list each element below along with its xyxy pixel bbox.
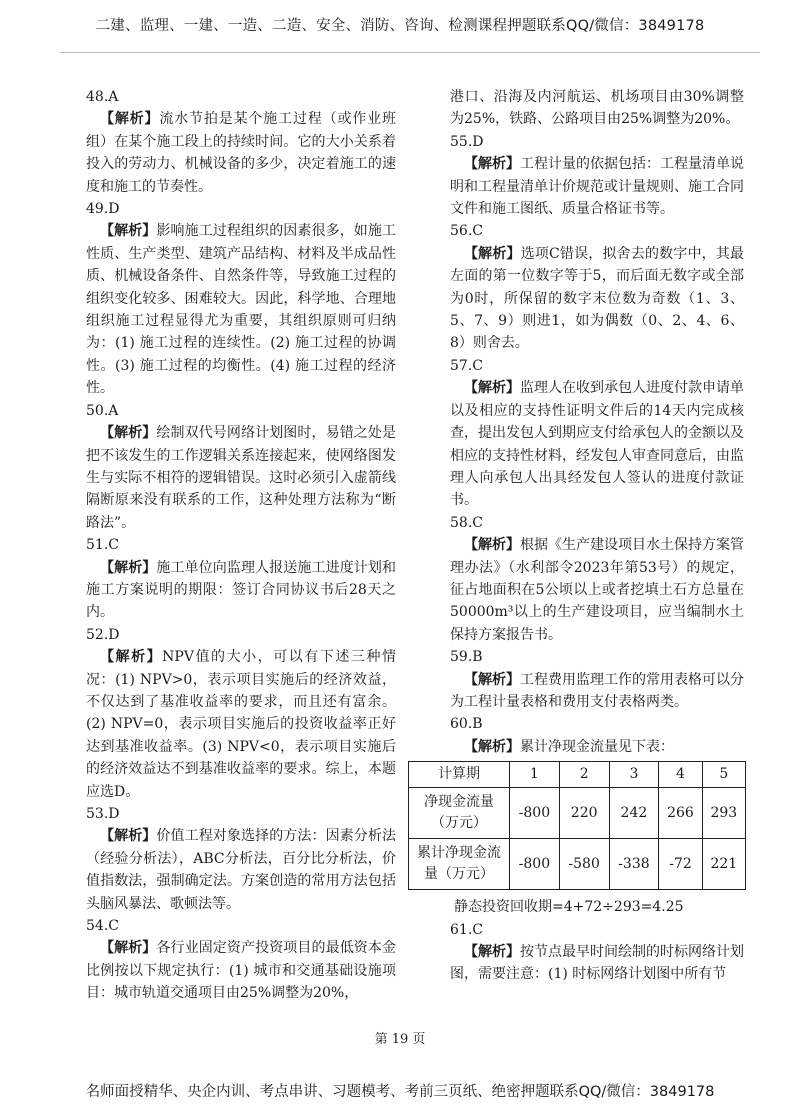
- table-cell: -800: [510, 788, 560, 839]
- left-column: [86, 86, 396, 1005]
- question-51: [86, 534, 396, 624]
- answer-number: 61.C: [450, 921, 483, 938]
- question-59: [450, 646, 744, 713]
- table-header-cell: 2: [559, 762, 609, 788]
- page-header-banner: 二建、监理、一建、一造、二造、安全、消防、咨询、检测课程押题联系QQ/微信：3849178: [95, 18, 705, 34]
- table-cell: 220: [559, 788, 609, 839]
- answer-text: 监理人在收到承包人进度付款申请单以及相应的支持性证明文件后的14天内完成核查，提出发包人到期应支付给承包人的金额以及相应的支持性材料，经发包人审查同意后，由监理人向承包人出具经发包人签认的进度付款证书。: [450, 380, 744, 509]
- analysis-tag: 【解析】: [464, 245, 521, 262]
- page-number: 第 19 页: [374, 1032, 426, 1047]
- table-cell: 242: [609, 788, 659, 839]
- answer-text: 工程计量的依据包括：工程量清单说明和工程量清单计价规范或计量规则、施工合同文件和施工图纸、质量合格证书等。: [450, 156, 744, 218]
- page-footer-banner: 名师面授精华、央企内训、考点串讲、习题模考、考前三页纸、绝密押题联系QQ/微信：3849178: [85, 1084, 715, 1100]
- answer-number: 53.D: [86, 806, 120, 822]
- question-61: [450, 919, 744, 986]
- answer-number: 54.C: [86, 918, 119, 935]
- analysis-tag: 【解析】: [100, 649, 163, 666]
- analysis-tag: 【解析】: [100, 559, 157, 576]
- question-57: [450, 355, 744, 512]
- analysis-tag: 【解析】: [100, 223, 157, 240]
- answer-number: 59.B: [450, 649, 483, 666]
- answer-text: 流水节拍是某个施工过程（或作业班组）在某个施工段上的持续时间。它的大小关系着投入的劳动力、机械设备的多少，决定着施工的速度和施工的节奏性。: [86, 111, 397, 195]
- answer-text: 价值工程对象选择的方法：因素分析法（经验分析法），ABC分析法，百分比分析法，价值指数法，强制确定法。方案创造的常用方法包括头脑风暴法、歌顿法等。: [86, 828, 397, 912]
- answer-number: 52.D: [86, 626, 120, 643]
- table-header-row: [409, 762, 746, 788]
- right-column: [417, 86, 745, 986]
- analysis-tag: 【解析】: [464, 944, 520, 960]
- question-50: [86, 400, 396, 534]
- answer-text: 按节点最早时间绘制的时标网络计划图，需要注意：(1) 时标网络计划图中所有节: [450, 944, 744, 983]
- analysis-tag: 【解析】: [464, 380, 520, 397]
- table-header-cell: 4: [659, 762, 702, 788]
- answer-number: 51.C: [86, 537, 119, 554]
- analysis-tag: 【解析】: [100, 940, 157, 957]
- table-row: [409, 839, 746, 890]
- answer-text: 选项C错误，拟舍去的数字中，其最左面的第一位数字等于5，而后面无数字或全部为0时，所保留的数字末位数为奇数（1、3、5、7、9）则进1，如为偶数（0、2、4、6、8）则舍去。: [450, 245, 745, 352]
- answer-text: NPV值的大小，可以有下述三种情况：(1) NPV>0，表示项目实施后的经济效益，不仅达到了基准收益率的要求，而且还有富余。(2) NPV=0，表示项目实施后的投资收益率正好达到基准收益率。(3) NPV<0，表示项目实施后的经济效益达不到基准收益率的要求。综上，本题应选D。: [86, 649, 397, 800]
- question-58: [450, 512, 744, 646]
- cashflow-table: [408, 761, 746, 890]
- question-49: [86, 198, 396, 400]
- header-divider: [60, 52, 760, 53]
- table-cell: -338: [609, 839, 659, 890]
- question-56: [450, 220, 744, 354]
- table-row-label: 累计净现金流量（万元）: [409, 839, 510, 890]
- answer-text: 绘制双代号网络计划图时，易错之处是把不该发生的工作逻辑关系连接起来，使网络图发生与实际不相符的逻辑错误。这时必须引入虚箭线隔断原来没有联系的工作，这种处理方法称为“断路法”。: [86, 425, 397, 531]
- answer-number: 58.C: [450, 514, 483, 531]
- answer-number: 60.B: [450, 716, 483, 733]
- analysis-tag: 【解析】: [100, 828, 157, 845]
- answer-text: 根据《生产建设项目水土保持方案管理办法》（水利部令2023年第53号）的规定，征占地面积在5公顷以上或者挖填土石方总量在50000m³以上的生产建设项目，应当编制水土保持方案报告书。: [450, 537, 744, 643]
- analysis-tag: 【解析】: [100, 111, 160, 128]
- question-60: [450, 713, 744, 758]
- answer-text: 影响施工过程组织的因素很多，如施工性质、生产类型、建筑产品结构、材料及半成品性质、机械设备条件、自然条件等，导致施工过程的组织变化较多、困难较大。因此，科学地、合理地组织施工过程显得尤为重要，其组织原则可归纳为：(1) 施工过程的连续性。(2) 施工过程的协调性。(3) 施工过程的均衡性。(4) 施工过程的经济性。: [86, 223, 397, 397]
- answer-number: 48.A: [86, 89, 119, 105]
- table-header-cell: 计算期: [409, 762, 510, 788]
- analysis-tag: 【解析】: [464, 156, 520, 173]
- table-header-cell: 1: [510, 762, 560, 788]
- answer-number: 55.D: [450, 133, 484, 150]
- answer-number: 57.C: [450, 357, 483, 374]
- table-header-cell: 3: [609, 762, 659, 788]
- table-cell: 293: [702, 788, 745, 839]
- question-55: [450, 131, 744, 221]
- answer-text: 累计净现金流量见下表：: [520, 738, 674, 755]
- analysis-tag: 【解析】: [464, 738, 520, 755]
- continuation-text: 港口、沿海及内河航运、机场项目由30%调整为25%，铁路、公路项目由25%调整为20%。: [450, 89, 744, 128]
- answer-text: 施工单位向监理人报送施工进度计划和施工方案说明的期限：签订合同协议书后28天之内。: [86, 559, 397, 621]
- answer-text: 各行业固定资产投资项目的最低资本金比例按以下规定执行：(1) 城市和交通基础设施项目：城市轨道交通项目由25%调整为20%，: [86, 940, 397, 1002]
- question-54: [86, 915, 396, 1005]
- analysis-tag: 【解析】: [464, 671, 520, 688]
- analysis-tag: 【解析】: [464, 537, 520, 554]
- question-48: [86, 86, 396, 198]
- answer-text: 工程费用监理工作的常用表格可以分为工程计量表格和费用支付表格两类。: [450, 671, 744, 710]
- table-row-label: 净现金流量（万元）: [409, 788, 510, 839]
- table-cell: 266: [659, 788, 702, 839]
- table-header-cell: 5: [702, 762, 745, 788]
- analysis-tag: 【解析】: [100, 425, 157, 442]
- answer-number: 56.C: [450, 223, 483, 240]
- question-52: [86, 624, 396, 803]
- table-row: [409, 788, 746, 839]
- answer-number: 50.A: [86, 402, 119, 419]
- answer-number: 49.D: [86, 201, 120, 218]
- table-cell: -580: [559, 839, 609, 890]
- table-cell: -800: [510, 839, 560, 890]
- table-cell: -72: [659, 839, 702, 890]
- payback-formula: 静态投资回收期=4+72÷293=4.25: [454, 899, 684, 916]
- question-53: [86, 803, 396, 915]
- table-cell: 221: [702, 839, 745, 890]
